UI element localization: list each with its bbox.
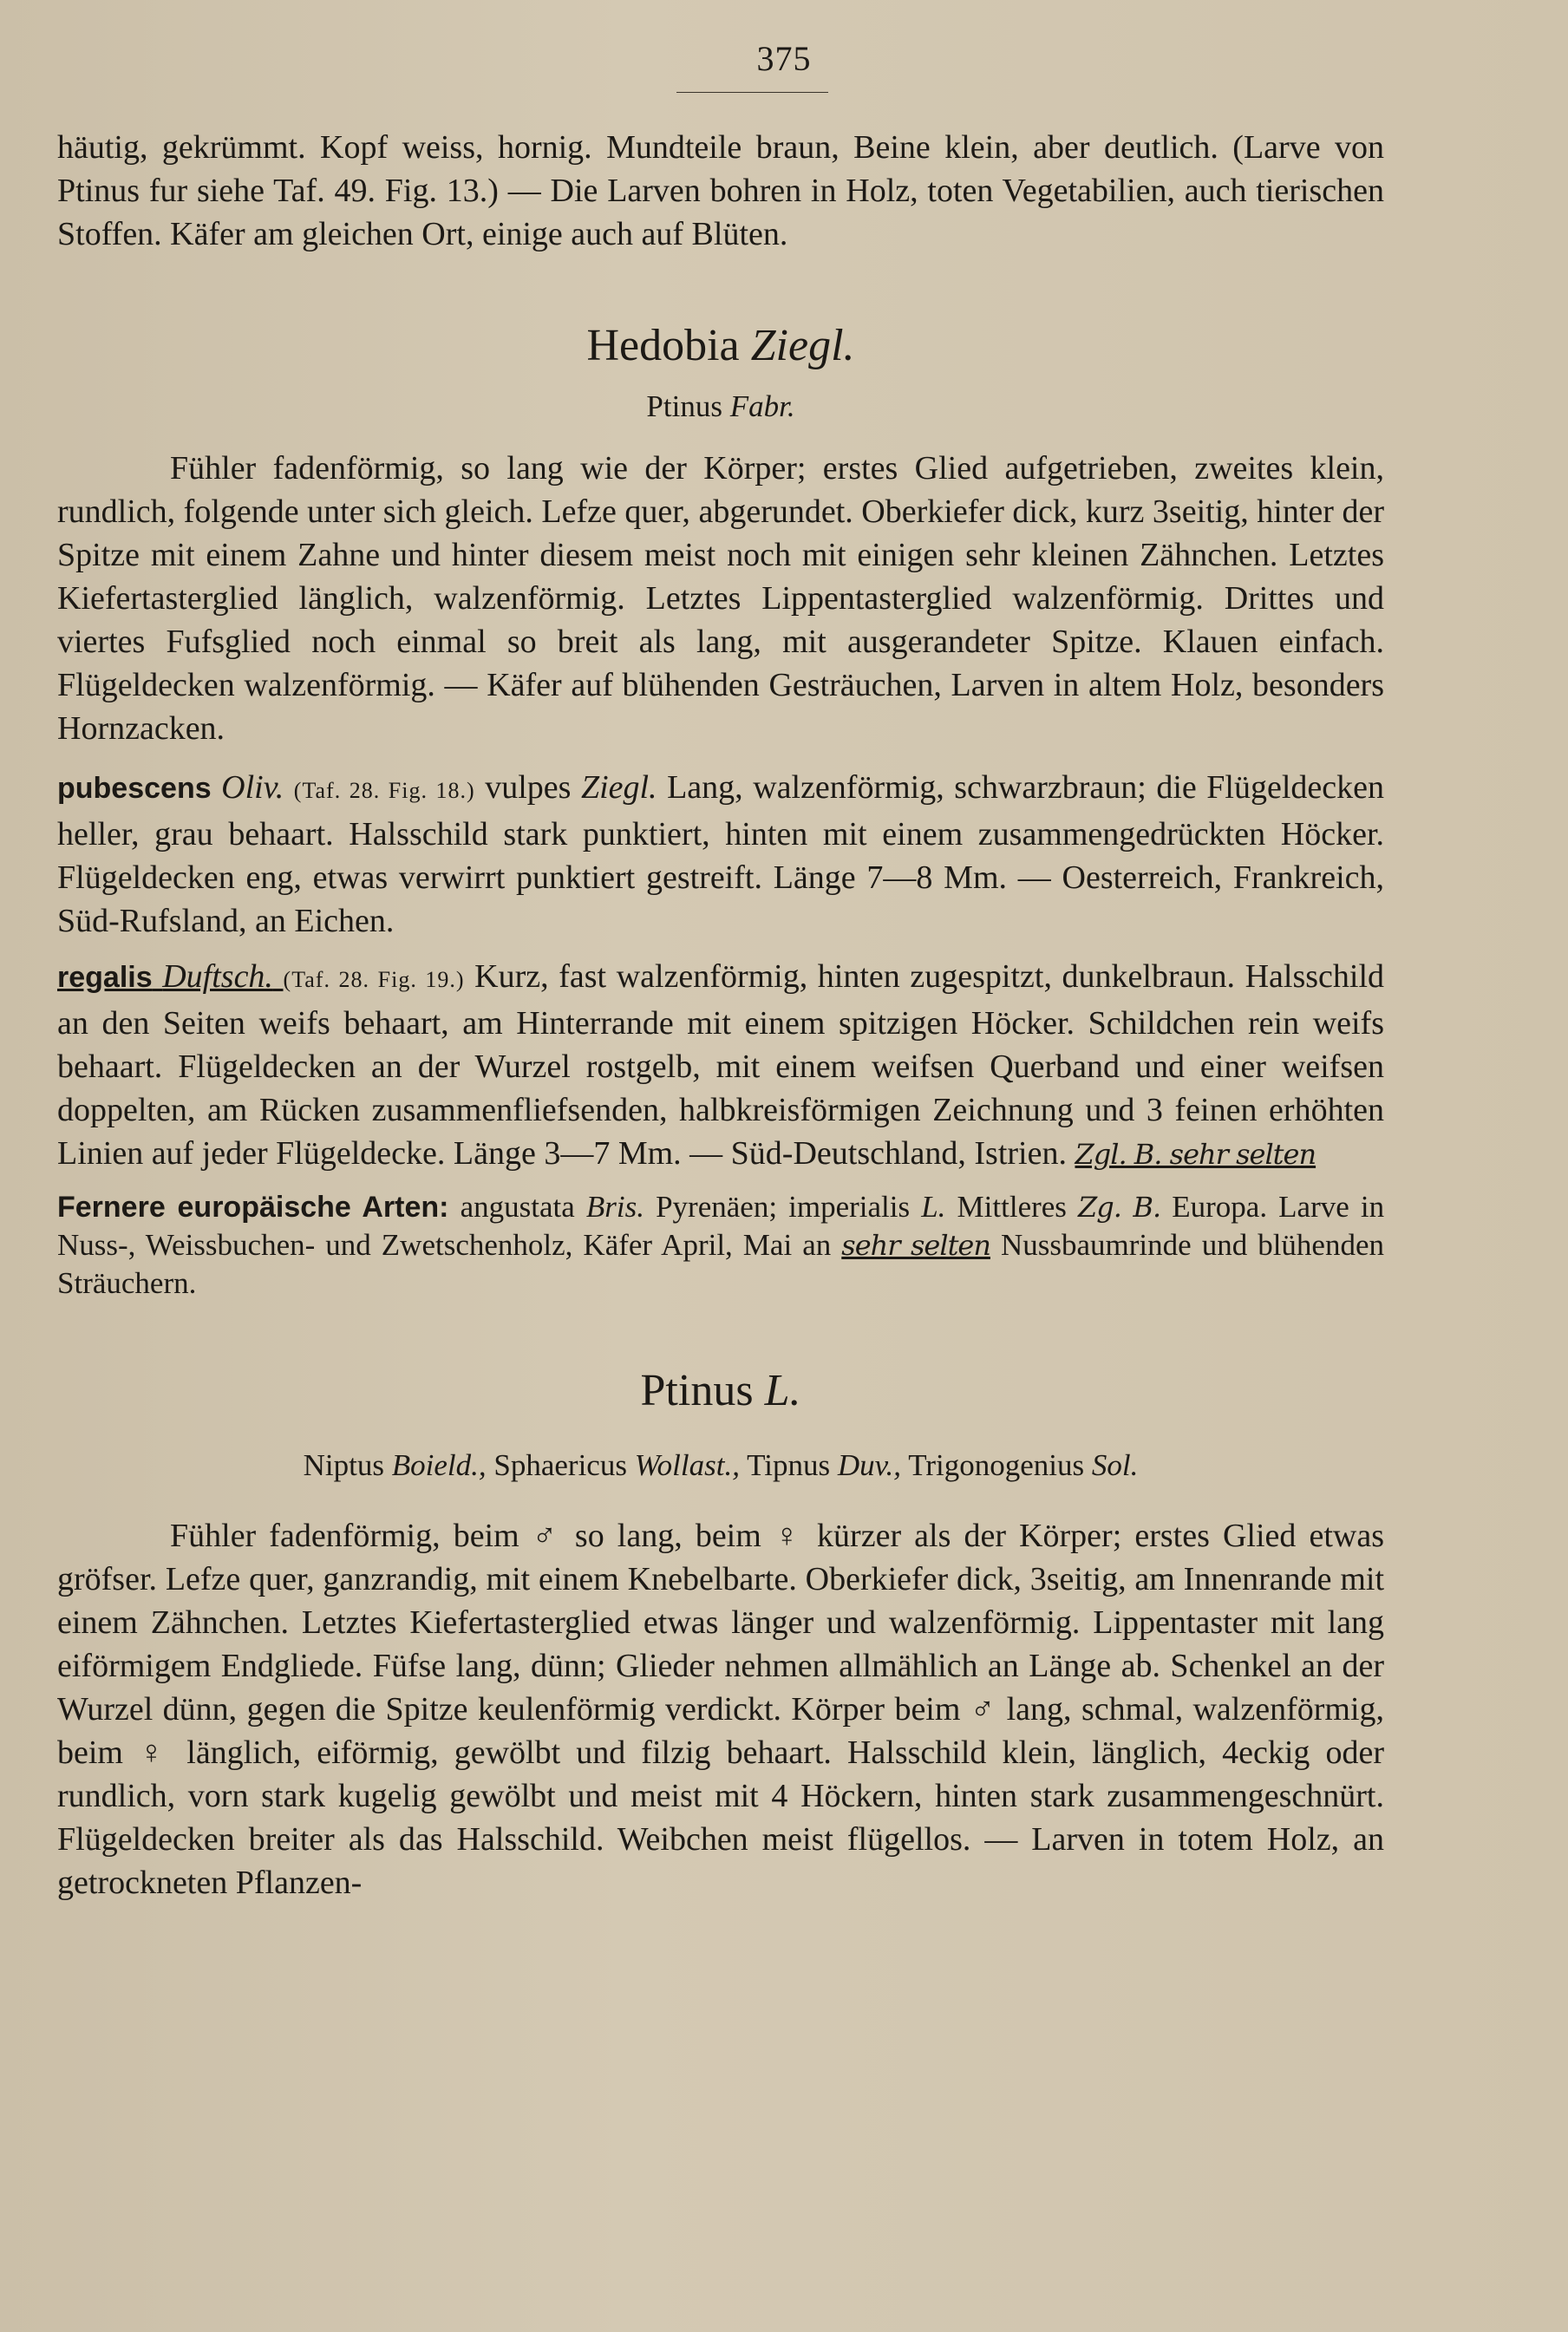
page-number: 375 (756, 39, 812, 78)
synonym-name: Trigonogenius (908, 1448, 1085, 1482)
handwritten-margin-note-2: sehr selten (841, 1229, 990, 1262)
species-name-underlined (57, 958, 284, 995)
species-name: regalis (57, 961, 153, 994)
page-content (57, 126, 1384, 1904)
genus-title-hedobia (57, 318, 1384, 374)
species-description: Lang, walzenförmig, schwarzbraun; die Flügeldecken heller, grau behaart. Halsschild stark punktiert, hinten mit einem zusammengedrückten Höcker. Flügeldecken eng, etwas verwirrt punktiert gestreift. Länge 7—8 Mm. — Oesterreich, Frankreich, Süd-Rufsland, an Eichen. (57, 769, 1385, 939)
synonym-author: Wollast., (634, 1448, 740, 1482)
genus-synonym-line (57, 1445, 1384, 1486)
genus-title-ptinus (57, 1363, 1384, 1419)
species-author: Oliv. (221, 769, 284, 806)
species-description: Kurz, fast walzenförmig, hinten zugespitzt, dunkelbraun. Halsschild an den Seiten weifs behaart, am Hinterrande mit einem spitzigen Höcker. Schildchen rein weifs behaart. Flügeldecken an der Wurzel rostgelb, mit einem weifsen Querband und einer weifsen doppelten, am Rücken zusammenfliefsenden, halbkreisförmigen Zeichnung und 3 feinen erhöhten Linien auf jeder Flügeldecke. Länge 3—7 Mm. — Süd-Deutschland, Istrien. (57, 958, 1384, 1172)
synonym-author: Sol. (1091, 1448, 1139, 1482)
other-species-text-4: Europa. Larve in Nuss-, Weissbuchen- und Zwetschenholz, Käfer April, Mai an (57, 1190, 1385, 1262)
handwritten-note: Zgl. B. sehr selten (1075, 1138, 1316, 1171)
genus-synonym-line (57, 386, 1384, 428)
synonym-author: Fabr. (729, 389, 795, 423)
synonym-name: Ptinus (646, 389, 722, 423)
other-species-author-1: Bris. (585, 1190, 644, 1224)
genus-name: Ptinus (640, 1366, 754, 1415)
other-species-text-3: Mittleres (957, 1190, 1067, 1224)
genus-author: Ziegl. (750, 321, 855, 370)
species-entry-regalis (57, 955, 1384, 1176)
other-species-text (57, 1188, 1384, 1303)
synonym-author: Boield., (391, 1448, 487, 1482)
synonym-name: Niptus (303, 1448, 385, 1482)
genus-author: L. (764, 1366, 801, 1415)
plate-reference: (Taf. 28. Fig. 18.) (293, 778, 475, 803)
other-species-label: Fernere europäische Arten: (57, 1191, 449, 1224)
species-entry-pubescens (57, 766, 1384, 943)
genus-description-hedobia: Fühler fadenförmig, so lang wie der Körper; erstes Glied aufgetrieben, zweites klein, rundlich, folgende unter sich gleich. Lefze quer, abgerundet. Oberkiefer dick, kurz 3seitig, hinter der Spitze mit einem Zahne und hinter diesem meist noch mit einigen sehr kleinen Zähnchen. Letztes Kiefertasterglied länglich, walzenförmig. Letztes Lippentasterglied walzenförmig. Drittes und viertes Fufsglied noch einmal so breit als lang, mit ausgerandeter Spitze. Klauen einfach. Flügeldecken walzenförmig. — Käfer auf blühenden Gesträuchen, Larven in altem Holz, besonders Hornzacken. (57, 450, 1384, 747)
plate-reference: (Taf. 28. Fig. 19.) (283, 967, 465, 992)
species-synonym-name: vulpes (485, 769, 572, 806)
other-species-text-2: Pyrenäen; imperialis (656, 1190, 911, 1224)
other-species-paragraph (57, 1188, 1384, 1303)
intro-paragraph: häutig, gekrümmt. Kopf weiss, hornig. Mundteile braun, Beine klein, aber deutlich. (Larve von Ptinus fur siehe Taf. 49. Fig. 13.) — Die Larven bohren in Holz, toten Vegetabilien, auch tierischen Stoffen. Käfer am gleichen Ort, einige auch auf Blüten. (57, 129, 1384, 252)
handwritten-margin-note-1: Zg. B. (1078, 1191, 1161, 1224)
genus-name: Hedobia (586, 321, 740, 370)
synonym-name: Tipnus (747, 1448, 831, 1482)
species-name: pubescens (57, 772, 212, 805)
synonym-author: Duv., (837, 1448, 902, 1482)
other-species-author-2: L. (921, 1190, 946, 1224)
genus-description-ptinus: Fühler fadenförmig, beim ♂ so lang, beim ♀ kürzer als der Körper; erstes Glied etwas gröfser. Lefze quer, ganzrandig, mit einem Knebelbarte. Oberkiefer dick, 3seitig, am Innenrande mit einem Zähnchen. Letztes Kiefertasterglied etwas länger und walzenförmig. Lippentaster mit lang eiförmigem Endgliede. Füfse lang, dünn; Glieder nehmen allmählich an Länge ab. Schenkel an der Wurzel dünn, gegen die Spitze keulenförmig verdickt. Körper beim ♂ lang, schmal, walzenförmig, beim ♀ länglich, eiförmig, gewölbt und filzig behaart. Halsschild klein, länglich, 4eckig oder rundlich, vorn stark kugelig gewölbt und meist mit 4 Höckern, hinten stark zusammengeschnürt. Flügeldecken breiter als das Halsschild. Weibchen meist flügellos. — Larven in totem Holz, an getrockneten Pflanzen- (57, 1518, 1384, 1901)
other-species-text-1: angustata (460, 1190, 575, 1224)
synonym-name: Sphaericus (493, 1448, 627, 1482)
species-synonym-author: Ziegl. (580, 769, 657, 806)
page-number-rule (676, 92, 828, 93)
species-author: Duftsch. (162, 958, 273, 995)
other-species-text-5: Nussbaumrinde und blühenden Sträuchern. (57, 1228, 1384, 1300)
